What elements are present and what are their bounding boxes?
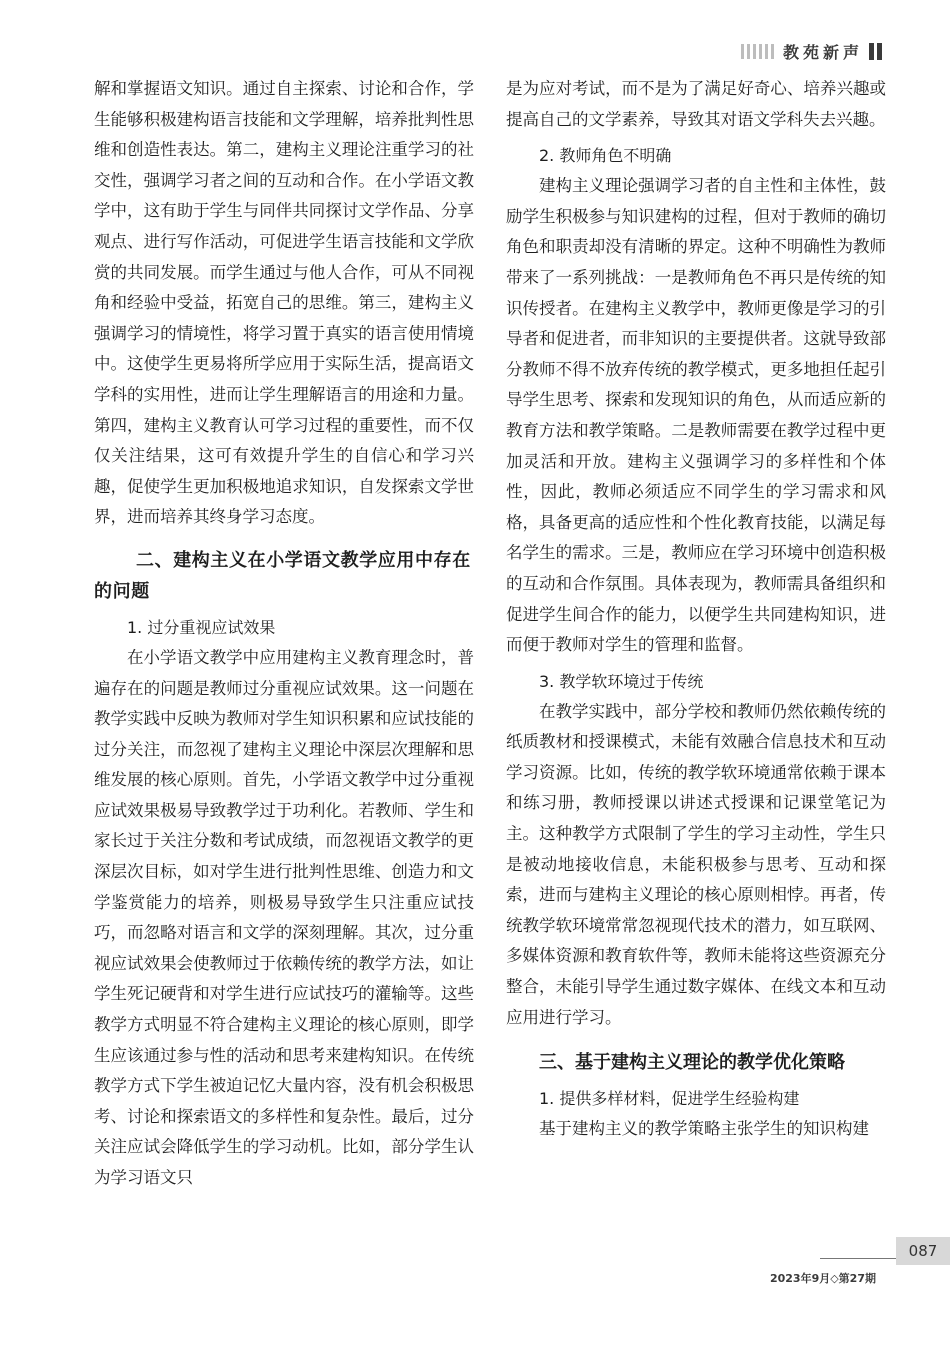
subsection-1-title: 1. 过分重视应试效果 xyxy=(127,617,276,637)
running-header xyxy=(741,40,882,63)
subsection-4-body: 基于建构主义的教学策略主张学生的知识构建 xyxy=(539,1119,869,1139)
subsection-2-title: 2. 教师角色不明确 xyxy=(539,146,672,166)
left-column xyxy=(94,74,474,1194)
section-2-heading: 二、建构主义在小学语文教学应用中存在的问题 xyxy=(94,549,471,602)
subsection-2-body: 建构主义理论强调学习者的自主性和主体性，鼓励学生积极参与知识建构的过程，但对于教师的确切角色和职责却没有清晰的界定。这种不明确性为教师带来了一系列挑战：一是教师角色不再只是传统的知识传授者。在建构主义教学中，教师更像是学习的引导者和促进者，而非知识的主要提供者。这就导致部分教师不得不放弃传统的教学模式，更多地担任起引导学生思考、探索和发现知识的角色，从而适应新的教育方法和教学策略。二是教师需要在教学过程中更加灵活和开放。建构主义强调学习的多样性和个体性，因此，教师必须适应不同学生的学习需求和风格，具备更高的适应性和个性化教育技能，以满足每名学生的需求。三是，教师应在学习环境中创造积极的互动和合作氛围。具体表现为，教师需具备组织和促进学生间合作的能力，以便学生共同建构知识，进而便于教师对学生的管理和监督。 xyxy=(506,176,886,655)
right-continued-paragraph: 是为应对考试，而不是为了满足好奇心、培养兴趣或提高自己的文学素养，导致其对语文学科失去兴趣。 xyxy=(506,79,886,129)
page-number: 087 xyxy=(896,1237,950,1265)
header-title: 教苑新声 xyxy=(782,43,863,62)
left-continued-paragraph: 解和掌握语文知识。通过自主探索、讨论和合作，学生能够积极建构语言技能和文学理解，培养批判性思维和创造性表达。第二，建构主义理论注重学习的社交性，强调学习者之间的互动和合作。在小学语文教学中，这有助于学生与同伴共同探讨文学作品、分享观点、进行写作活动，可促进学生语言技能和文学欣赏的共同发展。而学生通过与他人合作，可从不同视角和经验中受益，拓宽自己的思维。第三，建构主义强调学习的情境性，将学习置于真实的语言使用情境中。这使学生更易将所学应用于实际生活，提高语文学科的实用性，进而让学生理解语言的用途和力量。第四，建构主义教育认可学习过程的重要性，而不仅仅关注结果，这可有效提升学生的自信心和学习兴趣，促使学生更加积极地追求知识，自发探索文学世界，进而培养其终身学习态度。 xyxy=(94,79,474,527)
subsection-3-title: 3. 教学软环境过于传统 xyxy=(539,671,704,691)
header-end-bars-decoration xyxy=(869,43,882,60)
subsection-4-title: 1. 提供多样材料，促进学生经验构建 xyxy=(539,1089,800,1109)
right-column xyxy=(506,74,886,1145)
section-3-heading: 三、基于建构主义理论的教学优化策略 xyxy=(539,1052,845,1074)
header-stripes-decoration xyxy=(741,44,774,59)
subsection-3-body: 在教学实践中，部分学校和教师仍然依赖传统的纸质教材和授课模式，未能有效融合信息技术和互动学习资源。比如，传统的教学软环境通常依赖于课本和练习册，教师授课以讲述式授课和记课堂笔记为主。这种教学方式限制了学生的学习主动性，学生只是被动地接收信息，未能积极参与思考、互动和探索，进而与建构主义理论的核心原则相悖。再者，传统教学软环境常常忽视现代技术的潜力，如互联网、多媒体资源和教育软件等，教师未能将这些资源充分整合，未能引导学生通过数字媒体、在线文本和互动应用进行学习。 xyxy=(506,701,886,1027)
subsection-1-body: 在小学语文教学中应用建构主义教育理念时，普遍存在的问题是教师过分重视应试效果。这一问题在教学实践中反映为教师对学生知识积累和应试技能的过分关注，而忽视了建构主义理论中深层次理解和思维发展的核心原则。首先，小学语文教学中过分重视应试效果极易导致教学过于功利化。若教师、学生和家长过于关注分数和考试成绩，而忽视语文教学的更深层次目标，如对学生进行批判性思维、创造力和文学鉴赏能力的培养，则极易导致学生只注重应试技巧，而忽略对语言和文学的深刻理解。其次，过分重视应试效果会使教师过于依赖传统的教学方法，如让学生死记硬背和对学生进行应试技巧的灌输等。这些教学方式明显不符合建构主义理论的核心原则，即学生应该通过参与性的活动和思考来建构知识。在传统教学方式下学生被迫记忆大量内容，没有机会积极思考、讨论和探索语文的多样性和复杂性。最后，过分关注应试会降低学生的学习动机。比如，部分学生认为学习语文只 xyxy=(94,647,474,1187)
issue-info: 2023年9月◇第27期 xyxy=(769,1272,876,1285)
page-number-rule xyxy=(820,1258,896,1259)
